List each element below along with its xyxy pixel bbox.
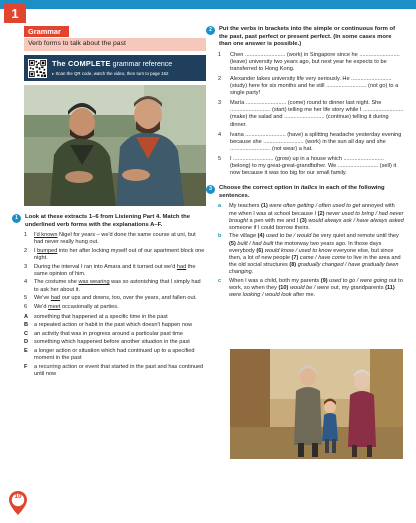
list-item: E a longer action or situation which had continued up to a specified moment in the past [24,347,195,362]
list-item: 5 I .......................... (grow) up in a house which .......................... (belong) to my great-great-grandfather. We .......................... (sell) it now because it was too big for our small family. [218,155,397,177]
list-item: F a recurring action or event that started in the past and has continued until now [24,363,204,377]
list-item: a My teachers (1) were often getting / often used to get annoyed with me when I was at school because I (2) never used to bring / had never brought a pen with me and I (3) would always ask / have always asked someone if I could borrow theirs. [218,203,404,231]
gap-fill-list [218,52,404,178]
answer-option[interactable]: gradually changed / have gradually been changing. [229,262,399,276]
reference-title: The COMPLETE grammar reference [52,59,173,69]
list-item: D something which happened before another situation in the past [24,339,190,346]
answer-option[interactable]: never used to bring / had never brought [229,210,404,224]
list-item: C an activity that was in progress around a particular past time [24,330,183,337]
list-item: 4 The costume she was wearing was so astonishing that I simply had to ask her about it. [24,279,201,293]
answer-option[interactable]: were often getting / often used to get [267,203,361,210]
left-column [15,26,206,379]
list-item: 1 Chen .......................... (work) in Singapore since he .......................... (leave) university two years ago, but next year he expects to be transferred to Hong Kong. [218,51,400,72]
list-item: 1 I'd known Nigel for years – we'd done the same course at uni, but had never really hung out. [24,232,196,246]
list-item: c When I was a child, both my parents (9) used to go / were going out to work, so when they (10) would be / were out, my grandparents (11) were looking / would look after me. [218,277,403,299]
underlined-verb: had [176,263,187,270]
list-item: 6 We'd meet occasionally at parties. [24,303,119,310]
explanation-list [24,314,206,378]
answer-option[interactable]: built / had built [235,240,274,247]
exercise-1-header [15,214,206,229]
grammar-tag: Grammar [24,26,69,37]
list-item: 3 During the interval I ran into Amara and it turned out we'd had the same opinion of him. [24,263,196,277]
exercise-number-badge: 2 [206,26,215,35]
exercise-number-badge: 1 [12,214,21,223]
list-item: A something that happened at a specific time in the past [24,313,168,320]
answer-option[interactable]: would know / used to know [263,247,332,254]
list-item: 2 Alexander takes university life very seriously. He .......................... (study) here for six months and he still .......................... (not go) to a single party! [218,75,399,97]
right-column [209,26,404,301]
exercise-2-instruction: Put the verbs in brackets into the simple or continuous form of the past, past perfect or present perfect. (In some cases more than one answer is possible.) [219,26,396,48]
answer-option[interactable]: used to be / would be [264,233,320,240]
underlined-verb: bumped [37,247,58,254]
list-item: B a repeated action or habit in the past which doesn't happen now [24,322,193,329]
underlined-verb: was wearing [78,279,110,286]
photo-grandparents-with-child [230,349,403,459]
exercise-3-instruction: Choose the correct option in italics in each of the following sentences. [219,185,385,199]
reference-subtitle: ▸ Scan the QR code, watch the video, then turn to page 162 [52,71,169,77]
list-item: 2 I bumped into her after locking myself out of our apartment block one night. [24,247,205,262]
underlined-verb: I'd known [34,232,58,239]
arrow-right-icon: ▸ [52,71,56,77]
answer-option[interactable]: used to go / were going [327,277,388,284]
exercise-1-instruction: Look at these extracts 1–6 from Listening Part 4. Match the underlined verb forms with the explanations A–F. [25,214,190,228]
answer-option[interactable]: would be / were [288,284,330,291]
answer-option[interactable]: were looking / would look [229,292,292,299]
photo-two-friends-laughing [24,85,206,206]
top-color-strip [0,0,416,9]
answer-option[interactable]: came / have come [298,254,346,261]
list-item: 3 María .......................... (come) round to dinner last night. She .......................... (start) telling me her life story while I .......................... (make) the salad and .......................... (continue) telling it during dinner. [218,100,404,128]
answer-option[interactable]: would always ask / have always asked [306,217,404,224]
section-title: Verb forms to talk about the past [24,38,206,51]
grammar-reference-box[interactable] [24,55,206,81]
exercise-number-badge: 3 [206,185,215,194]
extract-list [24,232,206,311]
page-number-marker [8,490,28,516]
exercise-2-header [209,26,404,49]
underlined-verb: meet [48,303,61,310]
list-item: 5 We've had our ups and downs, too, over the years, and fallen out. [24,295,197,302]
page-number: 10 [14,493,22,500]
exercise-3-header [209,185,404,200]
underlined-verb: had [50,295,61,302]
qr-code-icon[interactable] [28,59,47,78]
unit-number-tab: 1 [4,4,26,23]
list-item: b The village (4) used to be / would be very quiet and remote until they (5) built / had built the motorway two years ago. In those days everybody (6) would know / used to know everyone else, but since then, a lot of new people (7) came / have come to live in the area and the old social structures (8) gradually changed / have gradually been changing. [218,233,401,276]
list-item: 4 Ivana .......................... (have) a splitting headache yesterday evening because she .......................... (work) in the sun all day and she .......................... (not wear) a hat. [218,131,402,152]
multiple-choice-list [218,203,404,299]
